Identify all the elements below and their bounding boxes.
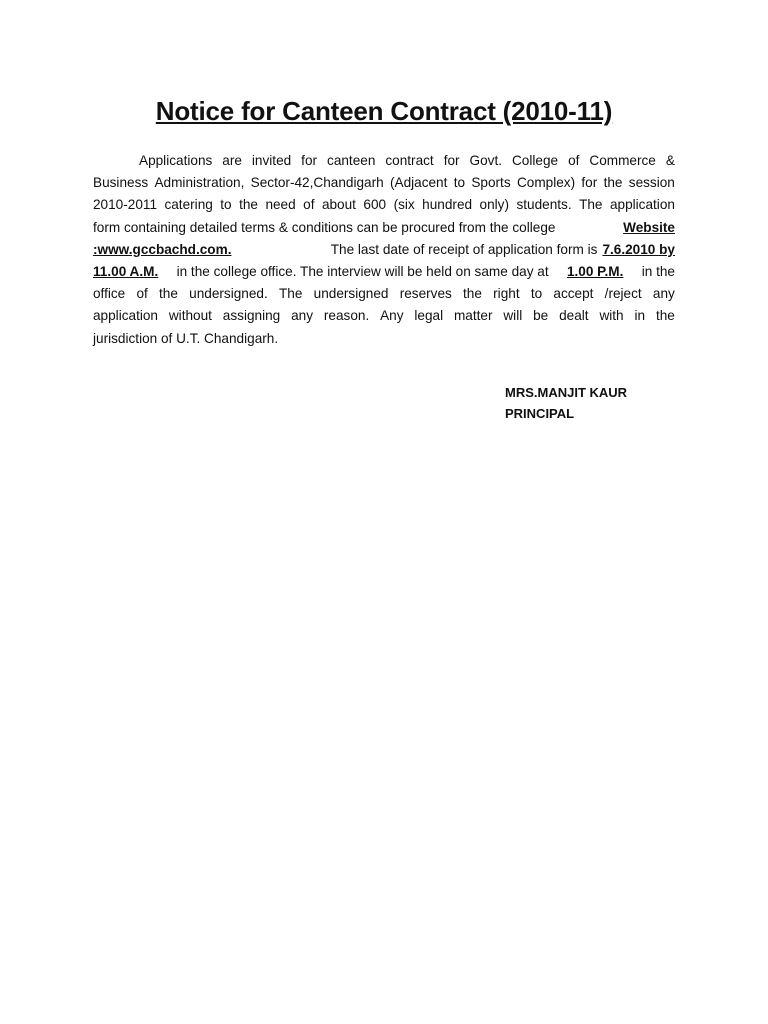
website-url: :www.gccbachd.com. (93, 241, 232, 257)
body-line-7: office of the undersigned. The undersigned reserves the right to accept /reject any (93, 286, 675, 302)
notice-body (93, 150, 675, 350)
deadline-date: 7.6.2010 by (602, 241, 675, 257)
signature-block (505, 382, 627, 424)
body-line-4: form containing detailed terms & conditions can be procured from the college Website (93, 217, 675, 239)
signatory-name: MRS.MANJIT KAUR (505, 385, 628, 400)
signatory-designation: PRINCIPAL (505, 406, 575, 421)
notice-title: Notice for Canteen Contract (2010-11) (155, 96, 613, 126)
body-line-9: jurisdiction of U.T. Chandigarh. (93, 330, 279, 346)
body-line-8: application without assigning any reason. Any legal matter will be dealt with in the (93, 308, 675, 324)
body-line-2: Business Administration, Sector-42,Chandigarh (Adjacent to Sports Complex) for the session (93, 175, 675, 191)
website-label: Website (623, 219, 675, 235)
interview-time: 1.00 P.M. (566, 263, 624, 279)
body-line-1: Applications are invited for canteen contract for Govt. College of Commerce & (139, 153, 675, 168)
deadline-time: 11.00 A.M. (93, 263, 159, 279)
body-line-3: 2010-2011 catering to the need of about 600 (six hundred only) students. The application (93, 197, 675, 213)
body-line-6: 11.00 A.M. in the college office. The interview will be held on same day at 1.00 P.M. in the (93, 261, 675, 283)
body-line-5: :www.gccbachd.com. The last date of receipt of application form is 7.6.2010 by (93, 239, 675, 261)
